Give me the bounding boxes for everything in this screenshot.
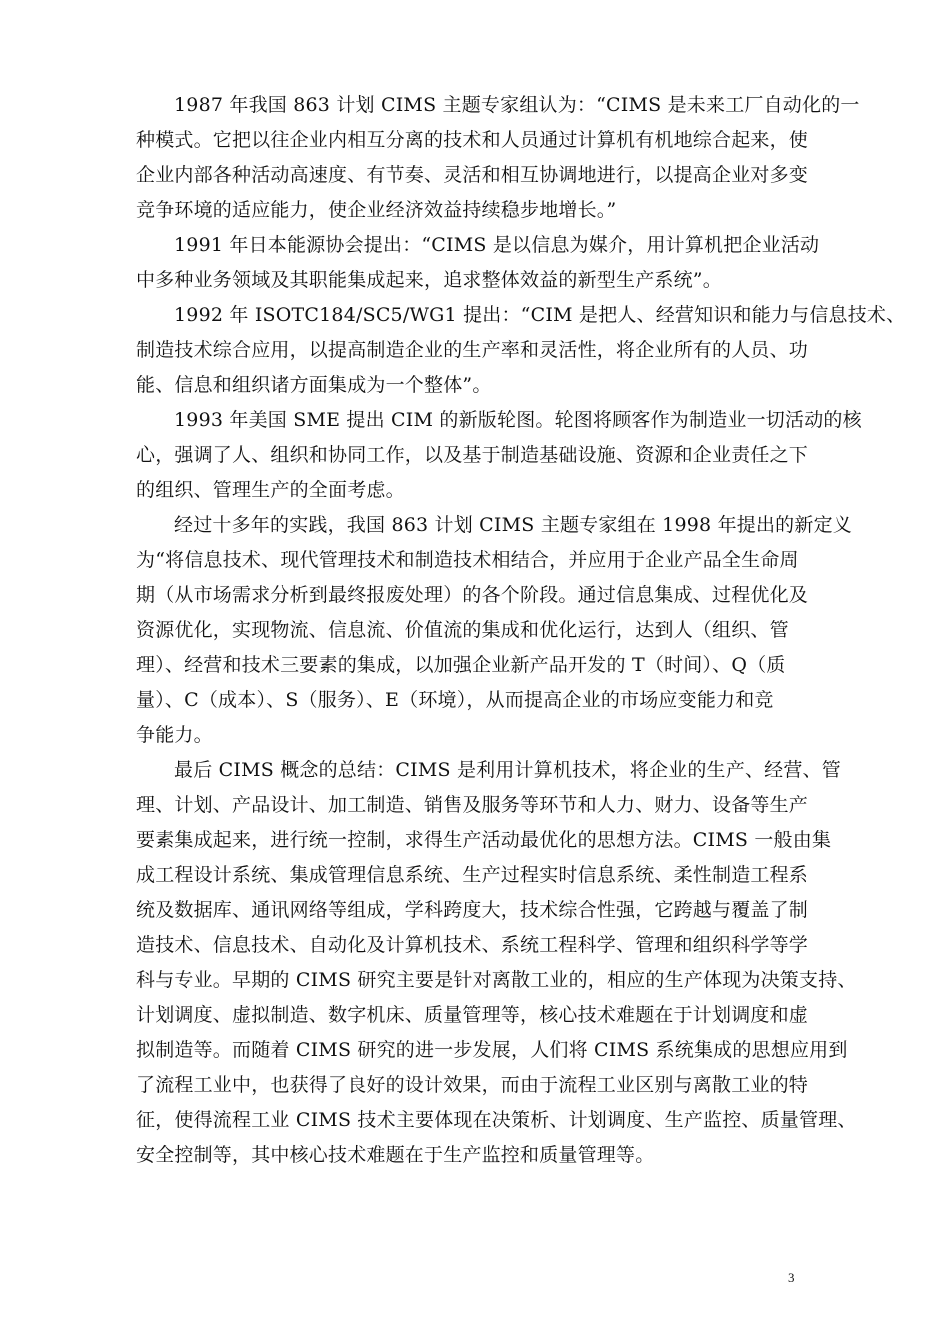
text-line: 制造技术综合应用，以提高制造企业的生产率和灵活性，将企业所有的人员、功	[136, 339, 809, 361]
text-line: 安全控制等，其中核心技术难题在于生产监控和质量管理等。	[136, 1144, 655, 1166]
text-line: 为“将信息技术、现代管理技术和制造技术相结合，并应用于企业产品全生命周	[136, 549, 799, 571]
text-line: 拟制造等。而随着 CIMS 研究的进一步发展，人们将 CIMS 系统集成的思想应用到	[136, 1039, 848, 1061]
text-line: 计划调度、虚拟制造、数字机床、质量管理等，核心技术难题在于计划调度和虚	[136, 1004, 809, 1026]
text-line: 争能力。	[136, 724, 213, 746]
paragraph-1992	[136, 298, 906, 403]
text-line: 1992 年 ISOTC184/SC5/WG1 提出：“CIM 是把人、经营知识和能力与信息技术、	[174, 304, 906, 326]
paragraph-1991	[136, 228, 826, 298]
body-text	[136, 88, 906, 1173]
text-line: 资源优化，实现物流、信息流、价值流的集成和优化运行，达到人（组织、管	[136, 619, 789, 641]
text-line: 期（从市场需求分析到最终报废处理）的各个阶段。通过信息集成、过程优化及	[136, 584, 809, 606]
text-line: 1987 年我国 863 计划 CIMS 主题专家组认为：“CIMS 是未来工厂自动化的一	[174, 94, 860, 116]
text-line: 征，使得流程工业 CIMS 技术主要体现在决策析、计划调度、生产监控、质量管理、	[136, 1109, 857, 1131]
page-number: 3	[788, 1270, 795, 1285]
text-line: 心，强调了人、组织和协同工作，以及基于制造基础设施、资源和企业责任之下	[136, 444, 809, 466]
text-line: 最后 CIMS 概念的总结：CIMS 是利用计算机技术，将企业的生产、经营、管	[174, 759, 841, 781]
text-line: 造技术、信息技术、自动化及计算机技术、系统工程科学、管理和组织科学等学	[136, 934, 809, 956]
text-line: 中多种业务领域及其职能集成起来，追求整体效益的新型生产系统”。	[136, 269, 722, 291]
text-line: 要素集成起来，进行统一控制，求得生产活动最优化的思想方法。CIMS 一般由集	[136, 829, 832, 851]
text-line: 能、信息和组织诸方面集成为一个整体”。	[136, 374, 492, 396]
paragraph-1998-definition	[136, 508, 852, 753]
text-line: 理、计划、产品设计、加工制造、销售及服务等环节和人力、财力、设备等生产	[136, 794, 809, 816]
text-line: 理）、经营和技术三要素的集成，以加强企业新产品开发的 T（时间）、Q（质	[136, 654, 786, 676]
paragraph-1987	[136, 88, 860, 228]
paragraph-1993	[136, 403, 862, 508]
text-line: 经过十多年的实践，我国 863 计划 CIMS 主题专家组在 1998 年提出的新定义	[174, 514, 852, 536]
text-line: 竞争环境的适应能力，使企业经济效益持续稳步地增长。”	[136, 199, 617, 221]
paragraph-summary	[136, 753, 857, 1173]
text-line: 量）、C（成本）、S（服务）、E（环境），从而提高企业的市场应变能力和竞	[136, 689, 774, 711]
text-line: 统及数据库、通讯网络等组成，学科跨度大，技术综合性强，它跨越与覆盖了制	[136, 899, 809, 921]
text-line: 的组织、管理生产的全面考虑。	[136, 479, 405, 501]
text-line: 1991 年日本能源协会提出：“CIMS 是以信息为媒介，用计算机把企业活动	[174, 234, 820, 256]
text-line: 种模式。它把以往企业内相互分离的技术和人员通过计算机有机地综合起来，使	[136, 129, 809, 151]
text-line: 了流程工业中，也获得了良好的设计效果，而由于流程工业区别与离散工业的特	[136, 1074, 809, 1096]
text-line: 成工程设计系统、集成管理信息系统、生产过程实时信息系统、柔性制造工程系	[136, 864, 809, 886]
text-line: 1993 年美国 SME 提出 CIM 的新版轮图。轮图将顾客作为制造业一切活动的核	[174, 409, 862, 431]
text-line: 科与专业。早期的 CIMS 研究主要是针对离散工业的，相应的生产体现为决策支持、	[136, 969, 857, 991]
text-line: 企业内部各种活动高速度、有节奏、灵活和相互协调地进行，以提高企业对多变	[136, 164, 809, 186]
